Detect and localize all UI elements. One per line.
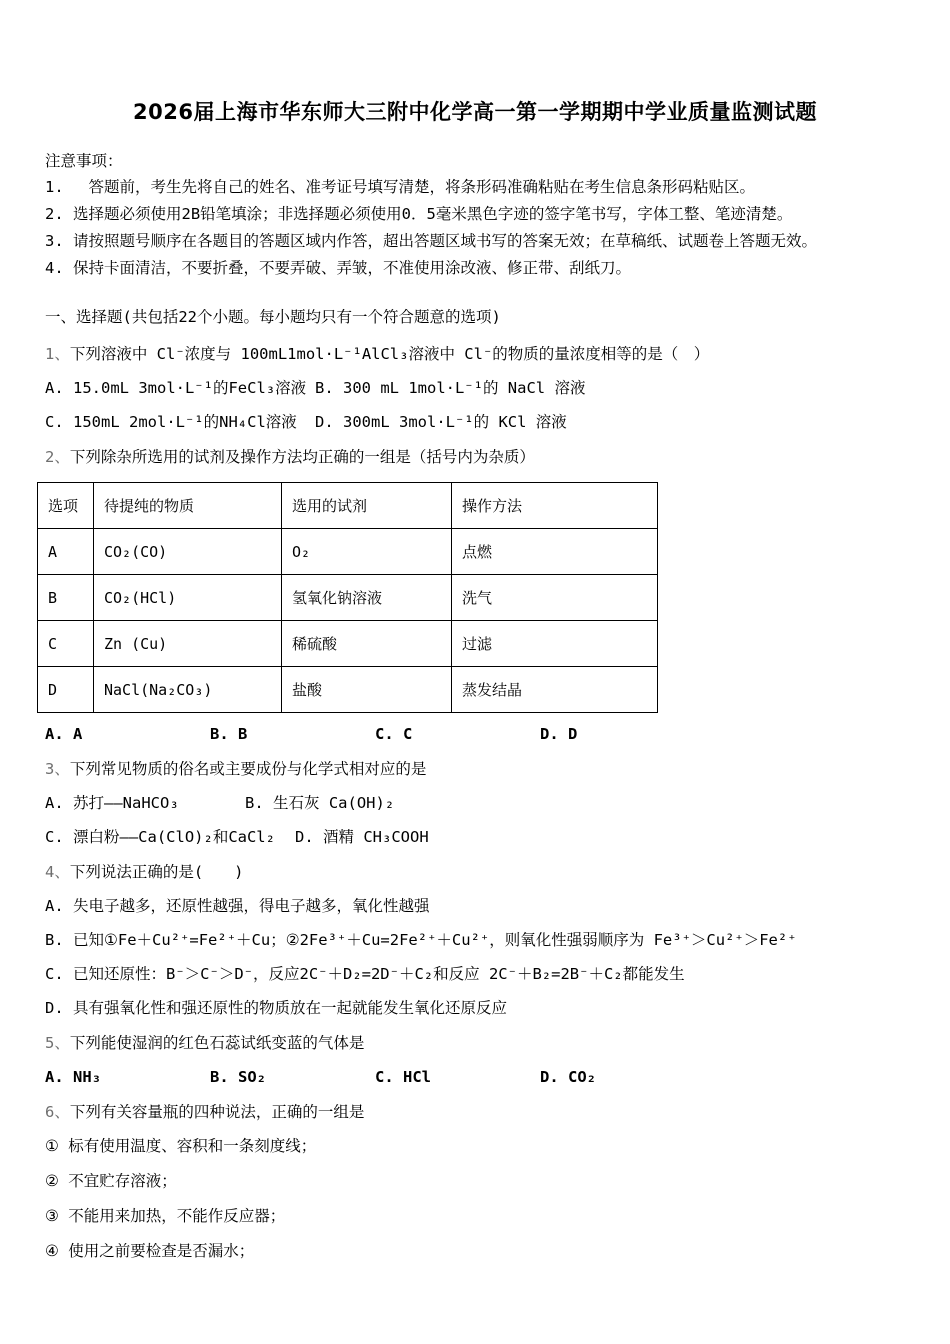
table-cell: C xyxy=(38,621,94,667)
table-cell: 蒸发结晶 xyxy=(452,667,658,713)
question-2-stem xyxy=(45,441,905,474)
table-cell: 稀硫酸 xyxy=(282,621,452,667)
table-cell: 洗气 xyxy=(452,575,658,621)
table-cell: 点燃 xyxy=(452,529,658,575)
option-b: B. 300 mL 1mol·L⁻¹的 NaCl 溶液 xyxy=(315,379,586,397)
question-1-number: 1、 xyxy=(45,345,70,363)
question-1-text: 下列溶液中 Cl⁻浓度与 100mL1mol·L⁻¹AlCl₃溶液中 Cl⁻的物质的量浓度相等的是（ ） xyxy=(69,345,710,363)
question-2-number: 2、 xyxy=(45,448,70,466)
question-6-text: 下列有关容量瓶的四种说法，正确的一组是 xyxy=(69,1103,365,1121)
table-cell: NaCl(Na₂CO₃) xyxy=(94,667,282,713)
statement-3: ③ 不能用来加热，不能作反应器； xyxy=(45,1207,286,1225)
question-3-number: 3、 xyxy=(45,760,70,778)
question-3-text: 下列常见物质的俗名或主要成份与化学式相对应的是 xyxy=(69,760,427,778)
table-cell: 盐酸 xyxy=(282,667,452,713)
table-row xyxy=(38,529,658,575)
table-cell: D xyxy=(38,667,94,713)
option-c: C. HCl xyxy=(375,1068,431,1086)
option-a: A. 15.0mL 3mol·L⁻¹的FeCl₃溶液 xyxy=(45,379,307,397)
question-1 xyxy=(45,338,905,439)
option-a: A. NH₃ xyxy=(45,1068,101,1086)
notice-item-1: 1. 答题前，考生先将自己的姓名、准考证号填写清楚，将条形码准确粘贴在考生信息条形码粘贴区。 xyxy=(45,178,755,196)
question-3-stem xyxy=(45,753,905,786)
option-c: C. 已知还原性：B⁻＞C⁻＞D⁻，反应2C⁻＋D₂=2D⁻＋C₂和反应 2C⁻＋B₂=2B⁻＋C₂都能发生 xyxy=(45,965,685,983)
question-4 xyxy=(45,856,905,1025)
table-row xyxy=(38,667,658,713)
notice-header: 注意事项： xyxy=(45,152,123,170)
question-2 xyxy=(45,441,905,751)
question-1-stem xyxy=(45,338,905,371)
notice-section xyxy=(45,148,905,282)
question-3 xyxy=(45,753,905,854)
option-c: C. 漂白粉——Ca(ClO)₂和CaCl₂ xyxy=(45,828,275,846)
option-a: A. A xyxy=(45,725,83,743)
option-d: D. CO₂ xyxy=(540,1068,596,1086)
notice-item-2: 2. 选择题必须使用2B铅笔填涂；非选择题必须使用0．5毫米黑色字迹的签字笔书写，字体工整、笔迹清楚。 xyxy=(45,205,793,223)
option-d: D. 酒精 CH₃COOH xyxy=(295,828,429,846)
table-header-option: 选项 xyxy=(38,483,94,529)
option-a: A. 苏打——NaHCO₃ xyxy=(45,794,179,812)
option-d: D. D xyxy=(540,725,578,743)
option-b: B. 已知①Fe＋Cu²⁺=Fe²⁺＋Cu；②2Fe³⁺＋Cu=2Fe²⁺＋Cu²⁺，则氧化性强弱顺序为 Fe³⁺＞Cu²⁺＞Fe²⁺ xyxy=(45,931,797,949)
question-5 xyxy=(45,1027,905,1094)
section-heading: 一、选择题(共包括22个小题。每小题均只有一个符合题意的选项) xyxy=(45,308,501,326)
question-5-text: 下列能使湿润的红色石蕊试纸变蓝的气体是 xyxy=(69,1034,365,1052)
question-5-number: 5、 xyxy=(45,1034,70,1052)
table-cell: 氢氧化钠溶液 xyxy=(282,575,452,621)
table-cell: B xyxy=(38,575,94,621)
notice-item-4: 4. 保持卡面清洁，不要折叠，不要弄破、弄皱，不准使用涂改液、修正带、刮纸刀。 xyxy=(45,259,631,277)
question-1-options-row-2 xyxy=(45,405,905,439)
question-4-stem xyxy=(45,856,905,889)
statement-4: ④ 使用之前要检查是否漏水； xyxy=(45,1242,255,1260)
question-3-options-row-2 xyxy=(45,820,905,854)
table-cell: Zn (Cu) xyxy=(94,621,282,667)
option-c: C. 150mL 2mol·L⁻¹的NH₄Cl溶液 xyxy=(45,413,297,431)
statement-2: ② 不宜贮存溶液； xyxy=(45,1172,177,1190)
option-b: B. 生石灰 Ca(OH)₂ xyxy=(245,794,395,812)
question-1-options-row-1 xyxy=(45,371,905,405)
question-4-text: 下列说法正确的是( ) xyxy=(69,863,244,881)
question-6 xyxy=(45,1096,905,1269)
statement-1: ① 标有使用温度、容积和一条刻度线； xyxy=(45,1137,317,1155)
table-row xyxy=(38,621,658,667)
question-2-answer-options xyxy=(45,717,905,751)
option-b: B. SO₂ xyxy=(210,1068,266,1086)
table-header-row xyxy=(38,483,658,529)
table-header-substance: 待提纯的物质 xyxy=(94,483,282,529)
option-c: C. C xyxy=(375,725,413,743)
question-5-stem xyxy=(45,1027,905,1060)
question-4-number: 4、 xyxy=(45,863,70,881)
question-2-text: 下列除杂所选用的试剂及操作方法均正确的一组是（括号内为杂质） xyxy=(69,448,535,466)
question-5-options xyxy=(45,1060,905,1094)
table-header-reagent: 选用的试剂 xyxy=(282,483,452,529)
table-header-method: 操作方法 xyxy=(452,483,658,529)
table-cell: CO₂(HCl) xyxy=(94,575,282,621)
option-d: D. 300mL 3mol·L⁻¹的 KCl 溶液 xyxy=(315,413,567,431)
option-a: A. 失电子越多，还原性越强，得电子越多，氧化性越强 xyxy=(45,897,430,915)
question-6-number: 6、 xyxy=(45,1103,70,1121)
question-3-options-row-1 xyxy=(45,786,905,820)
table-cell: CO₂(CO) xyxy=(94,529,282,575)
question-6-stem xyxy=(45,1096,905,1129)
table-row xyxy=(38,575,658,621)
option-b: B. B xyxy=(210,725,248,743)
option-d: D. 具有强氧化性和强还原性的物质放在一起就能发生氧化还原反应 xyxy=(45,999,507,1017)
notice-item-3: 3. 请按照题号顺序在各题目的答题区域内作答，超出答题区域书写的答案无效；在草稿纸、试题卷上答题无效。 xyxy=(45,232,817,250)
table-cell: O₂ xyxy=(282,529,452,575)
purification-table xyxy=(37,482,658,713)
table-cell: 过滤 xyxy=(452,621,658,667)
table-cell: A xyxy=(38,529,94,575)
page-title: 2026届上海市华东师大三附中化学高一第一学期期中学业质量监测试题 xyxy=(133,100,817,124)
